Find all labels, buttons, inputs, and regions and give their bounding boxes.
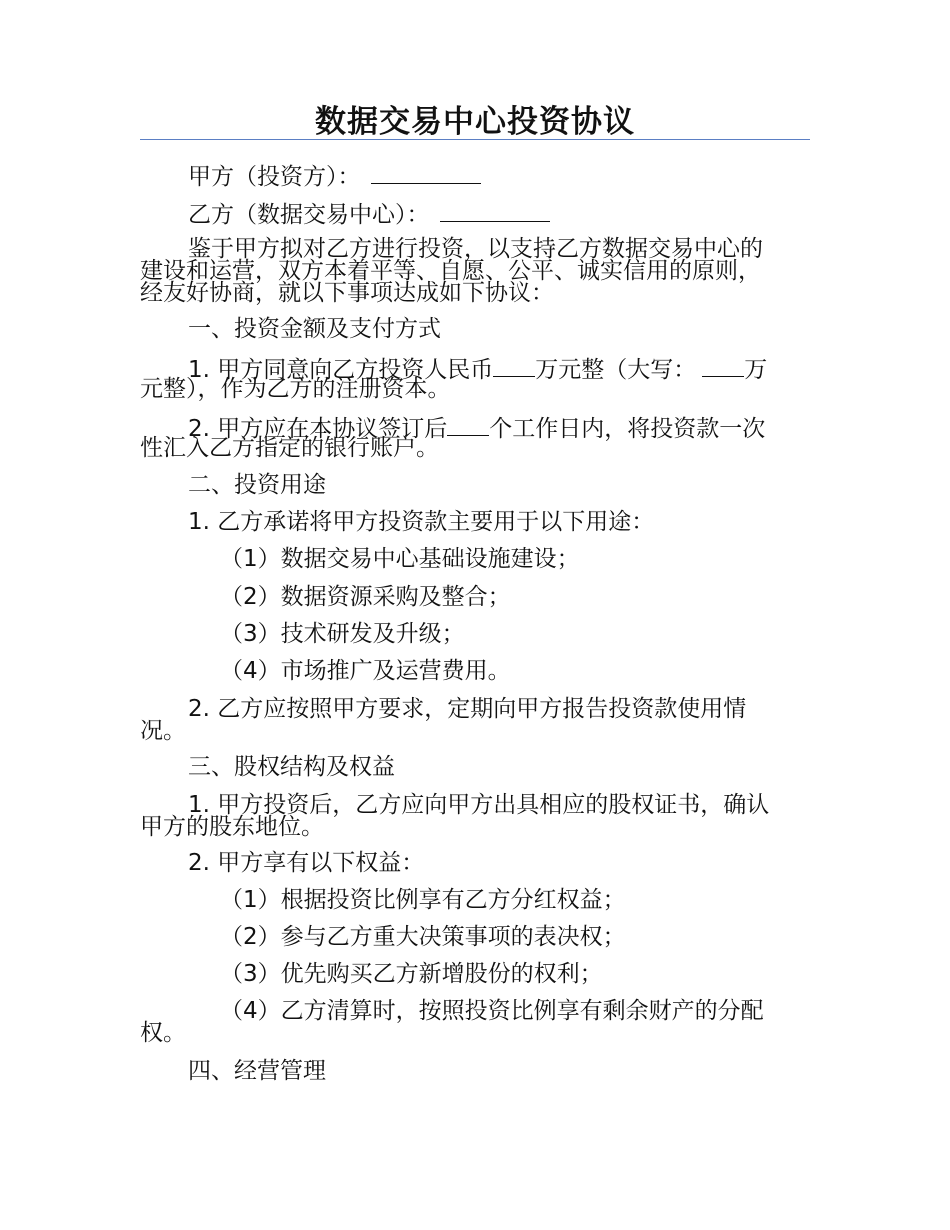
party-a-label: 甲方（投资方）： — [188, 164, 361, 190]
s2-item-4: （4）市场推广及运营费用。 — [220, 658, 511, 684]
preamble-line-1: 鉴于甲方拟对乙方进行投资，以支持乙方数据交易中心的 — [188, 236, 763, 262]
party-a-blank — [371, 161, 481, 184]
s1-clause-2-text-a: 2. 甲方应在本协议签订后 — [188, 416, 448, 442]
s3-item-4-line-1: （4）乙方清算时，按照投资比例享有剩余财产的分配 — [220, 998, 764, 1024]
s1-clause-1-text-c: 万 — [744, 357, 768, 383]
s1-clause-1-line-2: 元整），作为乙方的注册资本。 — [140, 376, 451, 402]
party-b-line — [188, 199, 550, 228]
s2-item-3: （3）技术研发及升级； — [220, 621, 465, 647]
s3-item-4-line-2: 权。 — [140, 1020, 186, 1046]
s1-clause-1-text-a: 1. 甲方同意向乙方投资人民币 — [188, 357, 494, 383]
section-1-heading: 一、投资金额及支付方式 — [188, 316, 441, 342]
amount-blank — [493, 354, 535, 377]
section-2-heading: 二、投资用途 — [188, 472, 326, 498]
document-title: 数据交易中心投资协议 — [315, 104, 635, 140]
s1-clause-1-text-b: 万元整（大写： — [535, 357, 697, 383]
preamble-line-3: 经友好协商，就以下事项达成如下协议： — [140, 280, 554, 306]
s2-clause-2-line-2: 况。 — [140, 718, 186, 744]
party-a-line — [188, 161, 481, 190]
amount-words-blank — [702, 354, 744, 377]
s1-clause-2-text-b: 个工作日内，将投资款一次 — [489, 416, 766, 442]
s2-item-2: （2）数据资源采购及整合； — [220, 584, 511, 610]
s3-item-3: （3）优先购买乙方新增股份的权利； — [220, 961, 603, 987]
s1-clause-2-line-2: 性汇入乙方指定的银行账户。 — [140, 435, 439, 461]
preamble-line-2: 建设和运营，双方本着平等、自愿、公平、诚实信用的原则， — [140, 258, 761, 284]
section-3-heading: 三、股权结构及权益 — [188, 754, 395, 780]
s3-item-1: （1）根据投资比例享有乙方分红权益； — [220, 887, 626, 913]
s2-clause-2-line-1: 2. 乙方应按照甲方要求，定期向甲方报告投资款使用情 — [188, 696, 747, 722]
party-b-label: 乙方（数据交易中心）： — [188, 202, 430, 228]
days-blank — [447, 413, 489, 436]
s2-item-1: （1）数据交易中心基础设施建设； — [220, 546, 580, 572]
s3-clause-1-line-2: 甲方的股东地位。 — [140, 814, 324, 840]
s3-clause-1-line-1: 1. 甲方投资后，乙方应向甲方出具相应的股权证书，确认 — [188, 792, 770, 818]
s2-clause-1: 1. 乙方承诺将甲方投资款主要用于以下用途： — [188, 509, 655, 535]
s3-item-2: （2）参与乙方重大决策事项的表决权； — [220, 924, 626, 950]
party-b-blank — [440, 199, 550, 222]
section-4-heading: 四、经营管理 — [188, 1058, 326, 1084]
title-underline — [140, 139, 810, 140]
s3-clause-2: 2. 甲方享有以下权益： — [188, 850, 425, 876]
